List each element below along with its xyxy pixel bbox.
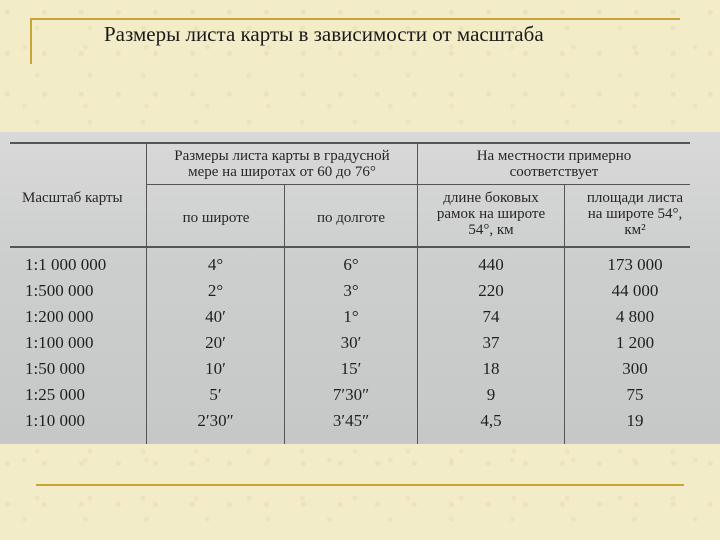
cell-scale: 1:500 000 bbox=[25, 281, 94, 300]
table-row bbox=[0, 252, 720, 278]
frame-top-line bbox=[30, 18, 680, 20]
cell-latitude: 20′ bbox=[205, 333, 226, 352]
header-sheet-size bbox=[148, 148, 416, 180]
header-area bbox=[565, 190, 705, 238]
header-bottom-rule bbox=[10, 246, 690, 248]
header-sheet-size-line2: мере на широтах от 60 до 76° bbox=[188, 164, 376, 180]
slide-title: Размеры листа карты в зависимости от масштаба bbox=[104, 22, 544, 46]
cell-scale: 1:200 000 bbox=[25, 307, 94, 326]
header-side-line3: 54°, км bbox=[468, 222, 514, 238]
header-by-latitude: по широте bbox=[182, 210, 250, 226]
header-mid-rule bbox=[146, 184, 690, 185]
cell-side-km: 9 bbox=[486, 385, 496, 404]
cell-latitude: 40′ bbox=[205, 307, 226, 326]
header-terrain bbox=[418, 148, 690, 180]
cell-area: 75 bbox=[626, 385, 644, 404]
cell-area: 173 000 bbox=[607, 255, 663, 274]
cell-side-km: 74 bbox=[482, 307, 500, 326]
cell-area: 19 bbox=[626, 411, 644, 430]
cell-side-km: 18 bbox=[482, 359, 500, 378]
cell-latitude: 2° bbox=[207, 281, 224, 300]
cell-scale: 1:50 000 bbox=[25, 359, 85, 378]
cell-longitude: 3′45″ bbox=[332, 411, 370, 430]
header-sheet-size-line1: Размеры листа карты в градусной bbox=[174, 148, 390, 164]
header-area-line3: км² bbox=[624, 222, 646, 238]
cell-latitude: 4° bbox=[207, 255, 224, 274]
cell-side-km: 37 bbox=[482, 333, 500, 352]
cell-scale: 1:25 000 bbox=[25, 385, 85, 404]
cell-longitude: 15′ bbox=[340, 359, 362, 378]
cell-longitude: 7′30″ bbox=[332, 385, 370, 404]
cell-latitude: 2′30″ bbox=[197, 411, 234, 430]
cell-side-km: 4,5 bbox=[480, 411, 502, 430]
header-terrain-line1: На местности примерно bbox=[476, 148, 632, 164]
header-terrain-line2: соответствует bbox=[509, 164, 599, 180]
cell-scale: 1:1 000 000 bbox=[25, 255, 107, 274]
header-area-line2: на широте 54°, bbox=[587, 206, 683, 222]
cell-area: 1 200 bbox=[615, 333, 655, 352]
cell-area: 300 bbox=[622, 359, 648, 378]
header-side-length bbox=[418, 190, 564, 238]
frame-bottom-line bbox=[36, 484, 684, 486]
cell-longitude: 3° bbox=[343, 281, 359, 300]
cell-area: 44 000 bbox=[611, 281, 659, 300]
table-row bbox=[0, 382, 720, 408]
cell-longitude: 30′ bbox=[340, 333, 362, 352]
cell-latitude: 5′ bbox=[209, 385, 222, 404]
cell-latitude: 10′ bbox=[205, 359, 226, 378]
header-scale: Масштаб карты bbox=[22, 190, 123, 206]
header-side-line1: длине боковых bbox=[443, 190, 539, 206]
table-row bbox=[0, 278, 720, 304]
table-top-rule bbox=[10, 142, 690, 144]
header-area-line1: площади листа bbox=[586, 190, 684, 206]
cell-side-km: 440 bbox=[478, 255, 504, 274]
frame-left-line bbox=[30, 18, 32, 64]
header-side-line2: рамок на широте bbox=[436, 206, 546, 222]
cell-longitude: 1° bbox=[343, 307, 359, 326]
scale-table bbox=[0, 132, 720, 444]
cell-scale: 1:10 000 bbox=[25, 411, 85, 430]
cell-longitude: 6° bbox=[343, 255, 359, 274]
table-row bbox=[0, 408, 720, 434]
table-row bbox=[0, 330, 720, 356]
cell-area: 4 800 bbox=[615, 307, 655, 326]
table-row bbox=[0, 304, 720, 330]
cell-scale: 1:100 000 bbox=[25, 333, 94, 352]
header-by-longitude: по долготе bbox=[317, 210, 385, 226]
cell-side-km: 220 bbox=[478, 281, 504, 300]
table-row bbox=[0, 356, 720, 382]
